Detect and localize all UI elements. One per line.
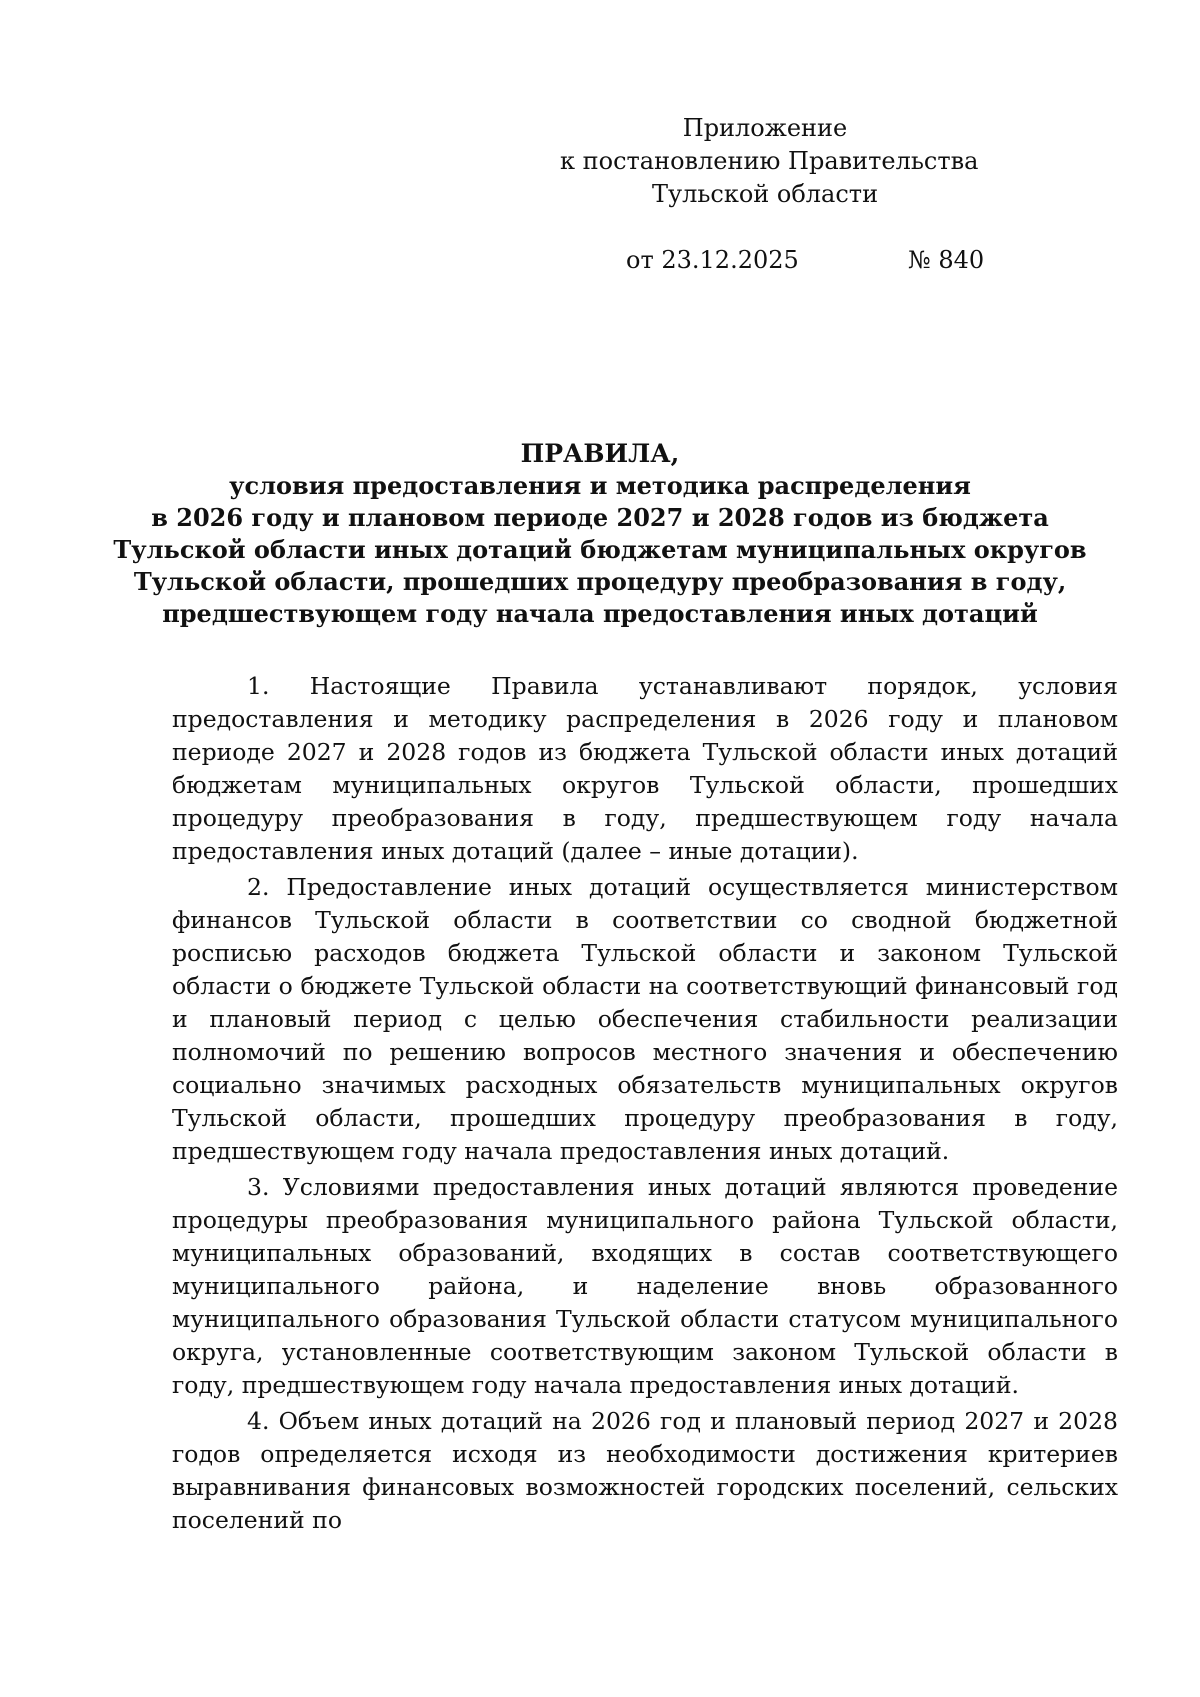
title-line: Тульской области иных дотаций бюджетам муниципальных округов — [113, 535, 1087, 564]
order-number: № 840 — [908, 246, 985, 274]
annex-line: к постановлению Правительства — [560, 147, 979, 175]
title-line: в 2026 году и плановом периоде 2027 и 2028 годов из бюджета — [151, 503, 1049, 532]
document-body — [172, 670, 1118, 1540]
annex-line: Тульской области — [651, 180, 879, 208]
paragraph-4: 4. Объем иных дотаций на 2026 год и плановый период 2027 и 2028 годов определяется исходя из необходимости достижения критериев выравнивания финансовых возможностей городских поселений, сельских поселений по — [172, 1407, 1118, 1534]
paragraph-2: 2. Предоставление иных дотаций осуществляется министерством финансов Тульской области в соответствии со сводной бюджетной росписью расходов бюджета Тульской области и законом Тульской области о бюджете Тульской области на соответствующий финансовый год и плановый период с целью обеспечения стабильности реализации полномочий по решению вопросов местного значения и обеспечению социально значимых расходных обязательств муниципальных округов Тульской области, прошедших процедуру преобразования в году, предшествующем году начала предоставления иных дотаций. — [172, 873, 1118, 1165]
annex-line: Приложение — [682, 114, 848, 142]
document-title — [100, 438, 1100, 630]
title-line: условия предоставления и методика распределения — [229, 471, 971, 500]
title-line: предшествующем году начала предоставления иных дотаций — [162, 599, 1038, 628]
order-date: от 23.12.2025 — [626, 246, 799, 274]
paragraph-3: 3. Условиями предоставления иных дотаций являются проведение процедуры преобразования муниципального района Тульской области, муниципальных образований, входящих в состав соответствующего муниципального района, и наделение вновь образованного муниципального образования Тульской области статусом муниципального округа, установленные соответствующим законом Тульской области в году, предшествующем году начала предоставления иных дотаций. — [172, 1173, 1118, 1399]
title-main: ПРАВИЛА, — [520, 439, 680, 468]
paragraph-1: 1. Настоящие Правила устанавливают порядок, условия предоставления и методику распределения в 2026 году и плановом периоде 2027 и 2028 годов из бюджета Тульской области иных дотаций бюджетам муниципальных округов Тульской области, прошедших процедуру преобразования в году, предшествующем году начала предоставления иных дотаций (далее – иные дотации). — [172, 672, 1118, 865]
title-line: Тульской области, прошедших процедуру преобразования в году, — [133, 567, 1067, 596]
annex-header — [560, 112, 979, 211]
